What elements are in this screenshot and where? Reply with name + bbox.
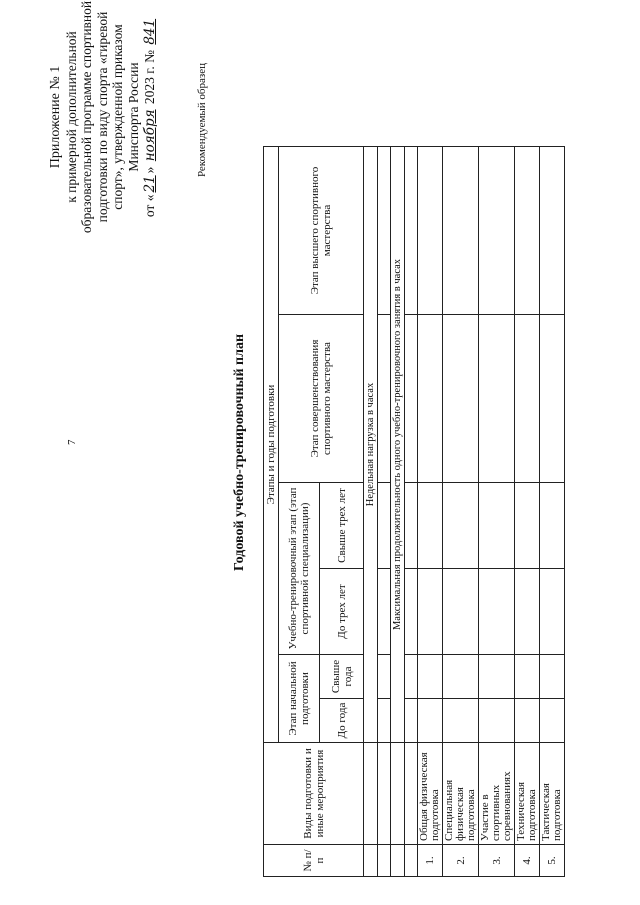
row-label: Участие в спортивных соревнованиях	[479, 743, 515, 845]
row-number: 3.	[479, 845, 515, 877]
header-up-to-three: До трех лет	[320, 569, 364, 655]
header-stages: Этапы и годы подготовки	[264, 147, 279, 743]
max-duration-caption: Максимальная продолжительность одного учебно-тренировочного занятия в часах	[391, 147, 405, 743]
page-number: 7	[66, 439, 78, 445]
document-title: Годовой учебно-тренировочный план	[232, 333, 247, 572]
table-row	[378, 147, 391, 877]
header-number: № п/п	[264, 845, 364, 877]
appendix-line: образовательной программе спортивной	[79, 0, 95, 234]
table-header-row	[264, 147, 279, 877]
appendix-title: Приложение № 1	[48, 65, 63, 169]
date-year: 2023 г. №	[141, 50, 157, 105]
row-label: Техническая подготовка	[515, 743, 540, 845]
training-plan-table	[263, 146, 565, 877]
header-over-three: Свыше трех лет	[320, 483, 364, 569]
row-label: Общая физическая подготовка	[418, 743, 443, 845]
header-activity: Виды подготовки и иные мероприятия	[264, 743, 364, 845]
header-over-year: Свыше года	[320, 655, 364, 699]
header-stage-improvement: Этап совершенствования спортивного мастерства	[279, 315, 364, 483]
appendix-line: спорт», утвержденной приказом	[110, 24, 126, 210]
row-number: 5.	[540, 845, 565, 877]
table-row	[405, 147, 418, 877]
header-stage-training: Учебно-тренировочный этап (этап спортивной специализации)	[279, 483, 320, 655]
table-row	[364, 147, 378, 877]
row-number: 2.	[443, 845, 479, 877]
recommended-label: Рекомендуемый образец	[196, 62, 208, 178]
table-row	[540, 147, 565, 877]
header-stage-initial: Этап начальной подготовки	[279, 655, 320, 743]
table-row	[443, 147, 479, 877]
table-row	[418, 147, 443, 877]
row-number: 1.	[418, 845, 443, 877]
appendix-line: подготовки по виду спорта «гиревой	[94, 11, 110, 223]
appendix-line: к примерной дополнительной	[63, 31, 79, 203]
date-mid: »	[141, 166, 157, 174]
date-month: ноября	[141, 109, 158, 162]
weekly-load-caption: Недельная нагрузка в часах	[364, 147, 378, 743]
table-row	[479, 147, 515, 877]
date-prefix: от «	[141, 194, 157, 218]
row-label: Специальная физическая подготовка	[443, 743, 479, 845]
header-up-to-year: До года	[320, 699, 364, 743]
header-stage-excellence: Этап высшего спортивного мастерства	[279, 147, 364, 315]
table-row	[391, 147, 405, 877]
appendix-date-line	[142, 0, 159, 257]
appendix-line: Минспорта России	[125, 62, 141, 172]
row-number: 4.	[515, 845, 540, 877]
date-day: 21	[141, 175, 158, 193]
table-row	[515, 147, 540, 877]
order-number: 841	[141, 18, 158, 45]
row-label: Тактическая подготовка	[540, 743, 565, 845]
